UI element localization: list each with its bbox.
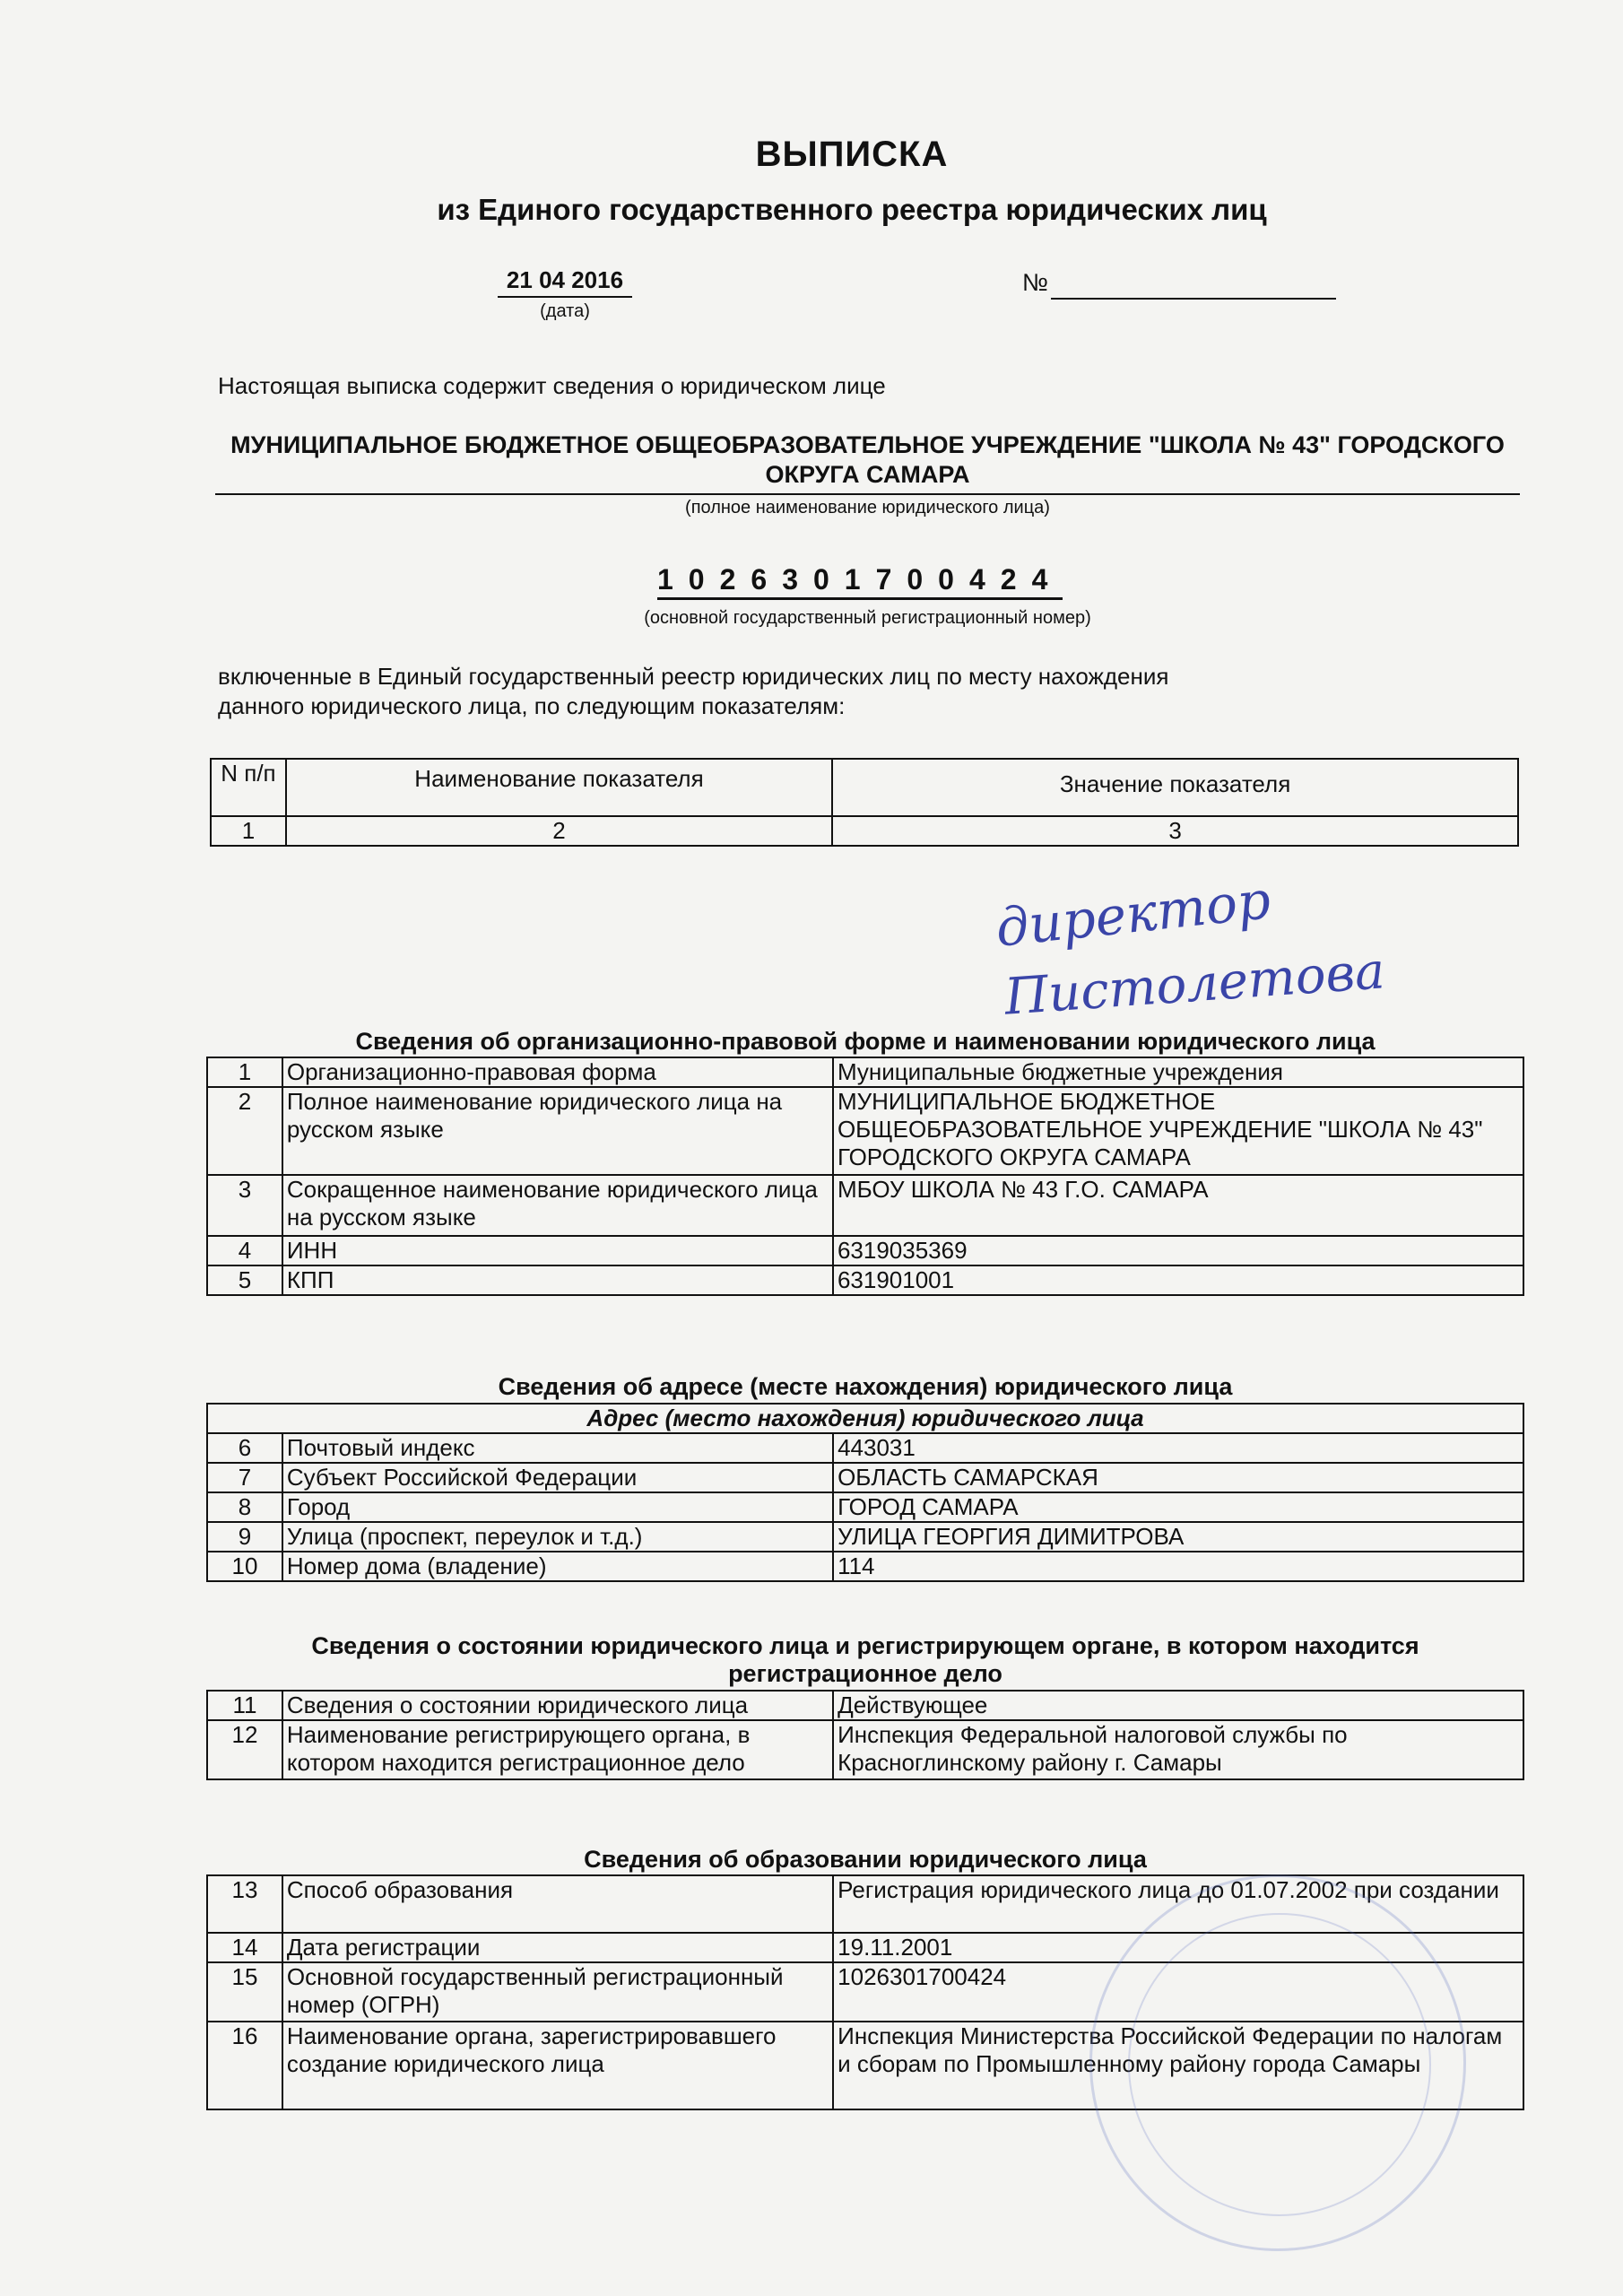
column-index-3: 3: [832, 816, 1518, 846]
row-value: ОБЛАСТЬ САМАРСКАЯ: [833, 1463, 1523, 1492]
row-label: Номер дома (владение): [282, 1552, 833, 1581]
row-label: Организационно-правовая форма: [282, 1057, 833, 1087]
row-number: 8: [207, 1492, 282, 1522]
row-value: ГОРОД САМАРА: [833, 1492, 1523, 1522]
included-text: включенные в Единый государственный реестр юридических лиц по месту нахождения данного юридического лица, по следующим показателям:: [218, 663, 1169, 719]
row-label: Полное наименование юридического лица на русском языке: [282, 1087, 833, 1175]
ogrn-caption: (основной государственный регистрационный номер): [644, 608, 1091, 628]
column-index-row: [211, 816, 1518, 846]
address-subheader: Адрес (место нахождения) юридического лица: [207, 1404, 1523, 1433]
row-value: Инспекция Министерства Российской Федерации по налогам и сборам по Промышленному району города Самары: [833, 2022, 1523, 2109]
section-title-form: Сведения об организационно-правовой форме и наименовании юридического лица: [355, 1028, 1376, 1055]
column-index-2: 2: [286, 816, 832, 846]
table-row: [207, 1522, 1523, 1552]
official-seal-inner-ring: [1128, 1913, 1431, 2216]
row-value: Регистрация юридического лица до 01.07.2002 при создании: [833, 1875, 1523, 1933]
table-row: [207, 1463, 1523, 1492]
row-number: 6: [207, 1433, 282, 1463]
row-number: 5: [207, 1265, 282, 1295]
row-number: 14: [207, 1933, 282, 1962]
row-label: Наименование регистрирующего органа, в котором находится регистрационное дело: [282, 1720, 833, 1779]
row-number: 15: [207, 1962, 282, 2022]
handwritten-signature: Пистолетова: [1002, 942, 1387, 1027]
row-value: МУНИЦИПАЛЬНОЕ БЮДЖЕТНОЕ ОБЩЕОБРАЗОВАТЕЛЬНОЕ УЧРЕЖДЕНИЕ "ШКОЛА № 43" ГОРОДСКОГО ОКРУГА САМАРА: [833, 1087, 1523, 1175]
row-number: 1: [207, 1057, 282, 1087]
row-value: Действующее: [833, 1691, 1523, 1720]
handwritten-position: директор: [993, 869, 1273, 959]
row-number: 4: [207, 1236, 282, 1265]
table-row: [207, 1433, 1523, 1463]
row-value: УЛИЦА ГЕОРГИЯ ДИМИТРОВА: [833, 1522, 1523, 1552]
table-row: [207, 1175, 1523, 1236]
org-name-underline: [215, 493, 1520, 495]
row-number: 11: [207, 1691, 282, 1720]
document-number-label: №: [1022, 269, 1048, 296]
org-full-name-caption: (полное наименование юридического лица): [685, 498, 1050, 517]
row-label: Способ образования: [282, 1875, 833, 1933]
row-number: 13: [207, 1875, 282, 1933]
row-value: МБОУ ШКОЛА № 43 Г.О. САМАРА: [833, 1175, 1523, 1236]
org-full-name: МУНИЦИПАЛЬНОЕ БЮДЖЕТНОЕ ОБЩЕОБРАЗОВАТЕЛЬНОЕ УЧРЕЖДЕНИЕ "ШКОЛА № 43" ГОРОДСКОГО ОКРУГА САМАРА: [230, 431, 1505, 488]
row-label: Город: [282, 1492, 833, 1522]
table-row: [207, 1492, 1523, 1522]
row-label: ИНН: [282, 1236, 833, 1265]
table-row: [207, 1691, 1523, 1720]
row-value: 6319035369: [833, 1236, 1523, 1265]
row-number: 10: [207, 1552, 282, 1581]
table-row: [207, 1057, 1523, 1087]
document-subtitle: из Единого государственного реестра юридических лиц: [437, 193, 1267, 226]
section-title-status: Сведения о состоянии юридического лица и регистрирующем органе, в котором находится регистрационное дело: [311, 1632, 1419, 1687]
section-title-creation: Сведения об образовании юридического лица: [584, 1846, 1147, 1873]
row-number: 16: [207, 2022, 282, 2109]
column-header-row: [211, 759, 1518, 816]
row-label: Наименование органа, зарегистрировавшего создание юридического лица: [282, 2022, 833, 2109]
issue-date: 21 04 2016: [498, 266, 632, 298]
row-value: 19.11.2001: [833, 1933, 1523, 1962]
official-seal: [1089, 1874, 1466, 2251]
column-index-1: 1: [211, 816, 286, 846]
row-label: Субъект Российской Федерации: [282, 1463, 833, 1492]
row-number: 12: [207, 1720, 282, 1779]
table-row: [207, 1265, 1523, 1295]
row-label: Почтовый индекс: [282, 1433, 833, 1463]
row-value: 114: [833, 1552, 1523, 1581]
column-header-table: [210, 758, 1519, 847]
issue-date-caption: (дата): [540, 301, 590, 321]
column-header-number: N п/п: [211, 759, 286, 816]
address-subheader-row: [207, 1404, 1523, 1433]
row-label: КПП: [282, 1265, 833, 1295]
table-row: [207, 1236, 1523, 1265]
form-table: [206, 1057, 1524, 1296]
row-number: 2: [207, 1087, 282, 1175]
row-number: 7: [207, 1463, 282, 1492]
ogrn-number: 1026301700424: [657, 563, 1063, 600]
row-number: 3: [207, 1175, 282, 1236]
row-label: Основной государственный регистрационный номер (ОГРН): [282, 1962, 833, 2022]
table-row: [207, 1552, 1523, 1581]
column-header-value: Значение показателя: [832, 759, 1518, 816]
row-label: Улица (проспект, переулок и т.д.): [282, 1522, 833, 1552]
table-row: [207, 1720, 1523, 1779]
section-title-address: Сведения об адресе (месте нахождения) юридического лица: [498, 1373, 1233, 1400]
table-row: [207, 1087, 1523, 1175]
address-table: [206, 1403, 1524, 1582]
intro-text: Настоящая выписка содержит сведения о юридическом лице: [218, 372, 886, 399]
row-label: Сокращенное наименование юридического лица на русском языке: [282, 1175, 833, 1236]
row-value: 631901001: [833, 1265, 1523, 1295]
status-table: [206, 1690, 1524, 1780]
document-title: ВЫПИСКА: [755, 135, 949, 174]
row-value: 443031: [833, 1433, 1523, 1463]
row-number: 9: [207, 1522, 282, 1552]
document-number-line: [1051, 298, 1336, 300]
row-label: Сведения о состоянии юридического лица: [282, 1691, 833, 1720]
row-value: Инспекция Федеральной налоговой службы по Красноглинскому району г. Самары: [833, 1720, 1523, 1779]
column-header-name: Наименование показателя: [286, 759, 832, 816]
row-value: Муниципальные бюджетные учреждения: [833, 1057, 1523, 1087]
row-label: Дата регистрации: [282, 1933, 833, 1962]
row-value: 1026301700424: [833, 1962, 1523, 2022]
